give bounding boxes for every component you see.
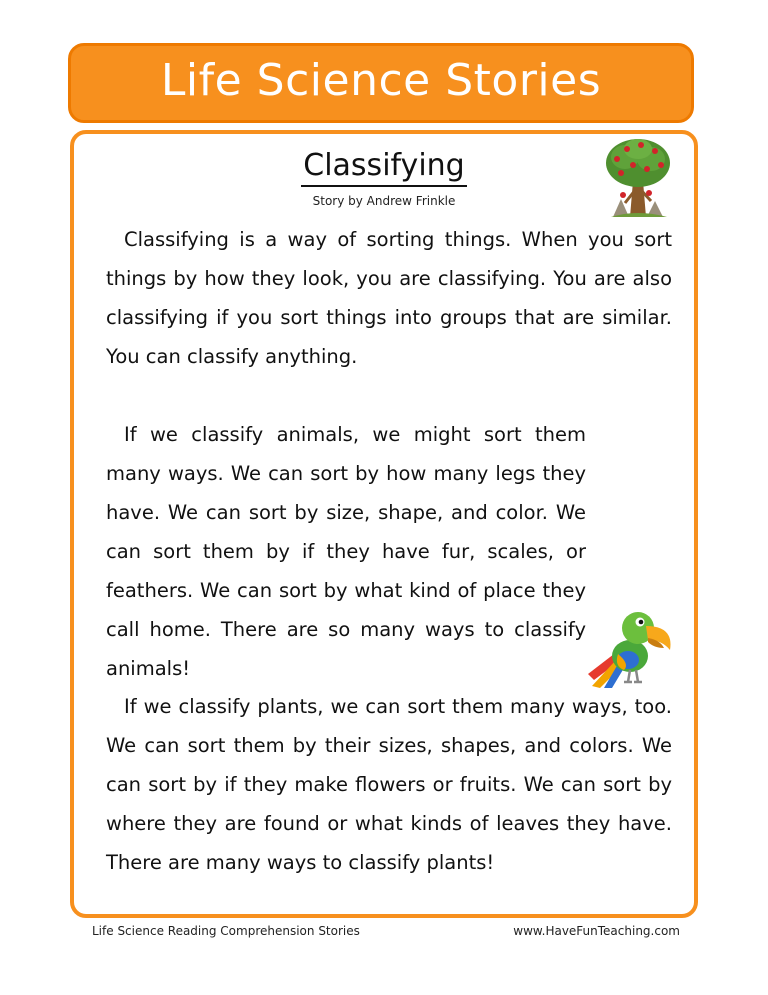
story-card [70, 130, 698, 918]
banner-title: Life Science Stories [160, 55, 602, 106]
footer-series-label: Life Science Reading Comprehension Stories [92, 924, 360, 938]
story-paragraph-1: Classifying is a way of sorting things. When you sort things by how they look, you are classifying. You are also classifying if you sort things into groups that are similar. You can classify anything. [106, 228, 672, 368]
apple-tree-icon [603, 137, 673, 219]
parrot-icon [584, 604, 676, 690]
footer-website-link[interactable]: www.HaveFunTeaching.com [513, 924, 680, 938]
title-banner [68, 43, 694, 123]
story-paragraph-2: If we classify animals, we might sort them many ways. We can sort by how many legs they have. We can sort by size, shape, and color. We can sort them by if they have fur, scales, or feathers. We can sort by what kind of place they call home. There are so many ways to classify animals! [106, 423, 586, 680]
story-title-wrap [74, 148, 694, 187]
story-title: Classifying [301, 148, 466, 187]
story-byline: Story by Andrew Frinkle [312, 194, 456, 208]
story-paragraph-3: If we classify plants, we can sort them many ways, too. We can sort them by their sizes, shapes, and colors. We can sort by if they make flowers or fruits. We can sort by where they are found or what kinds of leaves they have. There are many ways to classify plants! [106, 695, 672, 874]
